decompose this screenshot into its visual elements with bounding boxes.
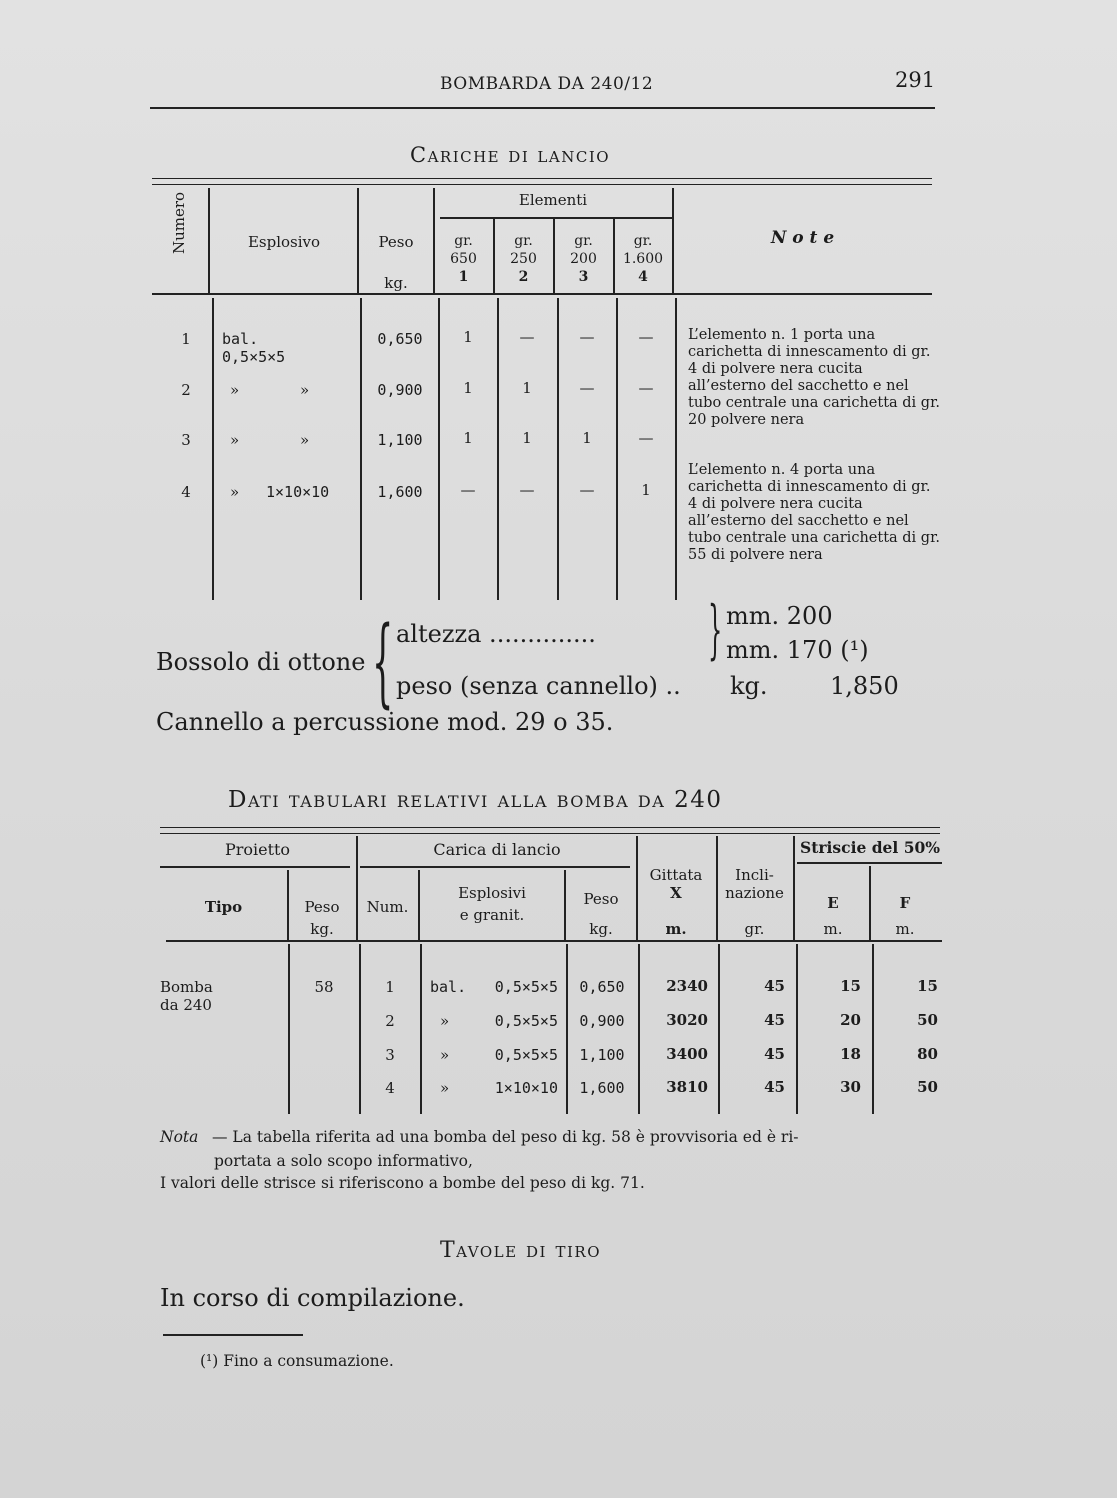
header-f: F	[899, 894, 911, 912]
header-elementi: Elementi	[518, 191, 588, 209]
header-note: N o t e	[770, 228, 835, 248]
header-strisce: Striscie del 50%	[800, 838, 940, 857]
running-header: BOMBARDA DA 240/12	[440, 74, 654, 94]
header-nazione: nazione	[725, 884, 784, 902]
tavole-text: In corso di compilazione.	[160, 1284, 465, 1312]
header-carica-kg: kg.	[589, 920, 613, 938]
header-proietto: Proietto	[224, 840, 291, 859]
header-esplosivi: Esplosivi	[458, 884, 526, 902]
bossolo-peso: peso (senza cannello) ..	[396, 672, 681, 700]
tavole-title: Tavole di tiro	[440, 1238, 601, 1263]
header-gittata-m: m.	[665, 920, 687, 938]
cannello-text: Cannello a percussione mod. 29 o 35.	[156, 708, 614, 736]
header-numero: Numero	[170, 191, 188, 254]
header-e-m: m.	[823, 920, 843, 938]
bossolo-label: Bossolo di ottone	[156, 648, 366, 676]
footnote: (¹) Fino a consumazione.	[200, 1352, 394, 1370]
cariche-title: Cariche di lancio	[410, 143, 611, 167]
el-col-2: gr. 250 2	[510, 233, 537, 285]
header-gittata: Gittata	[649, 866, 703, 884]
header-granit: e granit.	[459, 906, 525, 924]
nota-line-3: I valori delle strisce si riferiscono a bombe del peso di kg. 71.	[160, 1174, 645, 1192]
bossolo-mm2: mm. 170 (¹)	[726, 636, 869, 664]
header-incli: Incli-	[735, 866, 774, 884]
header-f-m: m.	[895, 920, 915, 938]
cariche-top-rule	[152, 178, 932, 185]
page-number: 291	[895, 68, 936, 92]
note-elemento-1: L’elemento n. 1 porta una carichetta di innescamento di gr. 4 di polvere nera cucita all’esterno del sacchetto e nel tubo centrale una carichetta di gr. 20 polvere nera	[688, 327, 941, 428]
bossolo-kg: kg.	[730, 672, 768, 700]
el-col-1: gr. 650 1	[450, 233, 477, 285]
bossolo-mm1: mm. 200	[726, 602, 833, 630]
nota-line-1: — La tabella riferita ad una bomba del peso di kg. 58 è provvisoria ed è ri-	[212, 1128, 799, 1146]
header-gittata-x: X	[670, 884, 682, 902]
dati-title: Dati tabulari relativi alla bomba da 240	[228, 787, 723, 813]
header-carica-peso: Peso	[583, 890, 619, 908]
el-col-4: gr. 1.600 4	[622, 233, 664, 285]
book-page: BOMBARDA DA 240/12 291 Cariche di lancio Numero Esplosivo Peso kg. Elementi N o t e gr. 650 1 gr. 250 2 gr. 200 3 gr. 1.600 4 1 bal. 0,5×5×5 0,650 1 — — — 2 » » 0,900 1 1 — — 3 » » 1,100 1 1 1 — 4 » 1×10×10 1,600 — — — 1 L’elemento n. 1 porta una carichetta di innescamento di gr. 4 di polvere nera cucita all’esterno del sacchetto e nel tubo centrale una carichetta di gr. 20 polvere nera L’elemento n. 4 porta una carichetta di innescamento di gr. 4 di polvere nera cucita all’esterno del sacchetto e nel tubo centrale una carichetta di gr. 55 di polvere nera Bossolo di ottone { altezza .............. } mm. 200 mm. 170 (¹) peso (senza cannello) .. kg. 1,850 Cannello a percussione mod. 29 o 35. Dati tabulari relativi alla bomba da 240 Proietto Carica di lancio Striscie del 50% Tipo Peso kg. Num. Esplosivi e granit. Peso kg. Gittata X m. Incli- nazione gr. E m. F m. Bomba da 240 58 1 bal. 0,5×5×5 0,650 2340 45 15 15 2 » 0,5×5×5 0,900 3020 45 20 50 3 » 0,5×5×5 1,100 3400 45 18 80 4 » 1×10×10 1,600 3810 45 30 50 Nota — La tabella riferita ad una bomba del peso di kg. 58 è provvisoria ed è ri- portata a solo scopo informativo, I valori delle strisce si riferiscono a bombe del peso di kg. 71. Tavole di tiro In corso di compilazione. (¹) Fino a consumazione.	[0, 0, 1117, 1498]
header-tipo: Tipo	[204, 898, 243, 916]
header-peso-unit: kg.	[384, 274, 408, 292]
header-peso-kg: kg.	[310, 920, 334, 938]
nota-label: Nota	[160, 1128, 199, 1146]
header-e: E	[827, 894, 839, 912]
header-num: Num.	[366, 898, 409, 916]
nota-line-2: portata a solo scopo informativo,	[214, 1152, 473, 1170]
dati-top-rule	[160, 827, 940, 834]
header-esplosivo: Esplosivo	[247, 233, 321, 251]
bossolo-kg-value: 1,850	[830, 672, 899, 700]
header-peso: Peso	[304, 898, 340, 916]
note-elemento-4: L’elemento n. 4 porta una carichetta di innescamento di gr. 4 di polvere nera cucita all’esterno del sacchetto e nel tubo centrale una carichetta di gr. 55 di polvere nera	[688, 462, 941, 563]
header-carica: Carica di lancio	[433, 840, 561, 859]
el-col-3: gr. 200 3	[570, 233, 597, 285]
header-incl-gr: gr.	[744, 920, 765, 938]
footnote-rule	[163, 1334, 303, 1336]
header-rule	[150, 107, 935, 109]
bossolo-altezza: altezza ..............	[396, 620, 596, 648]
header-peso: Peso	[378, 233, 414, 251]
